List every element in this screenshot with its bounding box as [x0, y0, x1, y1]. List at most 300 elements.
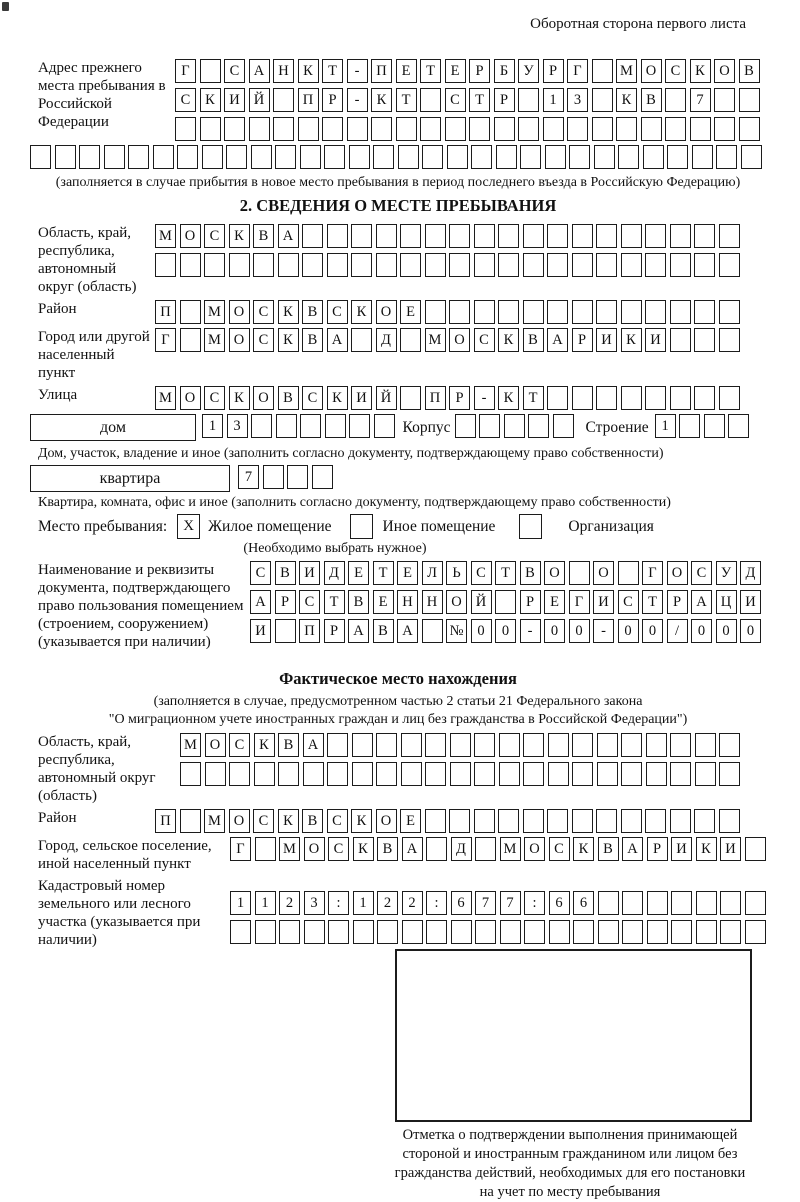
char-box[interactable]	[180, 809, 201, 833]
char-box[interactable]: О	[253, 386, 274, 410]
char-box[interactable]: К	[498, 386, 519, 410]
char-box[interactable]	[474, 733, 495, 757]
char-box[interactable]	[324, 145, 345, 169]
char-box[interactable]: К	[616, 88, 637, 112]
char-box[interactable]: И	[740, 590, 761, 614]
char-box[interactable]: К	[371, 88, 392, 112]
char-box[interactable]: О	[180, 386, 201, 410]
char-box[interactable]: :	[328, 891, 349, 915]
char-box[interactable]	[278, 762, 299, 786]
char-box[interactable]	[543, 117, 564, 141]
char-box[interactable]: Е	[348, 561, 369, 585]
char-box[interactable]: А	[691, 590, 712, 614]
char-box[interactable]	[449, 224, 470, 248]
char-box[interactable]: О	[714, 59, 735, 83]
char-box[interactable]: И	[671, 837, 692, 861]
char-box[interactable]: Р	[324, 619, 345, 643]
char-box[interactable]	[251, 145, 272, 169]
char-box[interactable]: С	[299, 590, 320, 614]
char-box[interactable]: П	[425, 386, 446, 410]
char-box[interactable]	[548, 762, 569, 786]
char-box[interactable]	[229, 762, 250, 786]
char-box[interactable]	[694, 253, 715, 277]
char-box[interactable]: В	[302, 328, 323, 352]
char-box[interactable]	[719, 253, 740, 277]
char-box[interactable]: А	[622, 837, 643, 861]
char-box[interactable]: С	[549, 837, 570, 861]
char-box[interactable]: С	[665, 59, 686, 83]
char-box[interactable]: И	[351, 386, 372, 410]
char-box[interactable]: Й	[376, 386, 397, 410]
char-box[interactable]	[553, 414, 574, 438]
char-box[interactable]	[327, 253, 348, 277]
char-box[interactable]: 0	[691, 619, 712, 643]
char-box[interactable]: -	[593, 619, 614, 643]
char-box[interactable]	[400, 328, 421, 352]
char-box[interactable]	[665, 117, 686, 141]
char-box[interactable]: В	[739, 59, 760, 83]
char-box[interactable]	[425, 809, 446, 833]
char-box[interactable]	[450, 762, 471, 786]
char-box[interactable]: К	[229, 386, 250, 410]
char-box[interactable]: Е	[397, 561, 418, 585]
char-box[interactable]	[694, 224, 715, 248]
char-box[interactable]: К	[327, 386, 348, 410]
char-box[interactable]	[287, 465, 308, 489]
char-box[interactable]: П	[299, 619, 320, 643]
char-box[interactable]: 2	[377, 891, 398, 915]
char-box[interactable]	[498, 224, 519, 248]
char-box[interactable]: В	[520, 561, 541, 585]
char-box[interactable]: А	[303, 733, 324, 757]
char-box[interactable]	[298, 117, 319, 141]
char-box[interactable]: С	[618, 590, 639, 614]
char-box[interactable]	[229, 253, 250, 277]
char-box[interactable]: 6	[549, 891, 570, 915]
char-box[interactable]: Р	[322, 88, 343, 112]
char-box[interactable]: М	[616, 59, 637, 83]
char-box[interactable]	[255, 920, 276, 944]
char-box[interactable]	[263, 465, 284, 489]
char-box[interactable]: С	[253, 328, 274, 352]
char-box[interactable]: Д	[376, 328, 397, 352]
char-box[interactable]	[474, 762, 495, 786]
char-box[interactable]: А	[348, 619, 369, 643]
char-box[interactable]: П	[371, 59, 392, 83]
char-box[interactable]: К	[278, 328, 299, 352]
char-box[interactable]	[327, 762, 348, 786]
char-box[interactable]	[494, 117, 515, 141]
char-box[interactable]	[618, 145, 639, 169]
char-box[interactable]	[302, 253, 323, 277]
char-box[interactable]	[180, 762, 201, 786]
char-box[interactable]: О	[593, 561, 614, 585]
char-box[interactable]	[523, 809, 544, 833]
char-box[interactable]: -	[347, 88, 368, 112]
char-box[interactable]: О	[544, 561, 565, 585]
char-box[interactable]	[549, 920, 570, 944]
char-box[interactable]	[670, 386, 691, 410]
stay-option-residential-checkbox[interactable]	[177, 514, 200, 539]
char-box[interactable]	[425, 762, 446, 786]
char-box[interactable]: С	[175, 88, 196, 112]
char-box[interactable]: Т	[469, 88, 490, 112]
char-box[interactable]: О	[229, 328, 250, 352]
char-box[interactable]	[692, 145, 713, 169]
char-box[interactable]	[254, 762, 275, 786]
char-box[interactable]: О	[376, 300, 397, 324]
char-box[interactable]	[425, 224, 446, 248]
char-box[interactable]	[523, 762, 544, 786]
char-box[interactable]	[401, 762, 422, 786]
char-box[interactable]: 7	[690, 88, 711, 112]
char-box[interactable]	[200, 59, 221, 83]
char-box[interactable]	[694, 386, 715, 410]
char-box[interactable]: П	[298, 88, 319, 112]
char-box[interactable]: К	[351, 300, 372, 324]
char-box[interactable]	[596, 253, 617, 277]
char-box[interactable]: В	[302, 300, 323, 324]
char-box[interactable]	[322, 117, 343, 141]
char-box[interactable]	[671, 891, 692, 915]
char-box[interactable]: К	[200, 88, 221, 112]
char-box[interactable]: К	[278, 300, 299, 324]
char-box[interactable]	[273, 117, 294, 141]
char-box[interactable]: И	[224, 88, 245, 112]
char-box[interactable]	[719, 386, 740, 410]
char-box[interactable]	[592, 59, 613, 83]
char-box[interactable]: А	[278, 224, 299, 248]
char-box[interactable]	[349, 414, 370, 438]
char-box[interactable]: А	[327, 328, 348, 352]
char-box[interactable]	[545, 145, 566, 169]
char-box[interactable]: 1	[255, 891, 276, 915]
char-box[interactable]	[645, 386, 666, 410]
char-box[interactable]	[690, 117, 711, 141]
char-box[interactable]: Р	[647, 837, 668, 861]
char-box[interactable]: В	[377, 837, 398, 861]
char-box[interactable]: Д	[740, 561, 761, 585]
char-box[interactable]	[645, 809, 666, 833]
char-box[interactable]	[719, 733, 740, 757]
char-box[interactable]	[719, 300, 740, 324]
char-box[interactable]: 1	[230, 891, 251, 915]
char-box[interactable]: В	[275, 561, 296, 585]
char-box[interactable]	[373, 145, 394, 169]
char-box[interactable]	[524, 920, 545, 944]
char-box[interactable]	[745, 891, 766, 915]
char-box[interactable]: 2	[402, 891, 423, 915]
char-box[interactable]	[719, 762, 740, 786]
char-box[interactable]	[523, 733, 544, 757]
char-box[interactable]	[518, 117, 539, 141]
char-box[interactable]: Г	[642, 561, 663, 585]
char-box[interactable]	[500, 920, 521, 944]
char-box[interactable]	[621, 386, 642, 410]
char-box[interactable]	[447, 145, 468, 169]
char-box[interactable]	[455, 414, 476, 438]
char-box[interactable]	[646, 762, 667, 786]
char-box[interactable]	[679, 414, 700, 438]
char-box[interactable]	[567, 117, 588, 141]
char-box[interactable]	[327, 224, 348, 248]
char-box[interactable]	[694, 300, 715, 324]
char-box[interactable]	[596, 809, 617, 833]
char-box[interactable]: Р	[275, 590, 296, 614]
char-box[interactable]: Г	[569, 590, 590, 614]
char-box[interactable]: Й	[471, 590, 492, 614]
char-box[interactable]	[670, 253, 691, 277]
char-box[interactable]: Н	[397, 590, 418, 614]
char-box[interactable]: 0	[716, 619, 737, 643]
char-box[interactable]	[523, 300, 544, 324]
char-box[interactable]	[547, 253, 568, 277]
char-box[interactable]	[474, 253, 495, 277]
char-box[interactable]: О	[641, 59, 662, 83]
char-box[interactable]: С	[691, 561, 712, 585]
char-box[interactable]	[253, 253, 274, 277]
char-box[interactable]	[572, 300, 593, 324]
char-box[interactable]	[400, 253, 421, 277]
char-box[interactable]	[499, 733, 520, 757]
char-box[interactable]: А	[397, 619, 418, 643]
char-box[interactable]: Д	[451, 837, 472, 861]
char-box[interactable]	[275, 619, 296, 643]
char-box[interactable]	[205, 762, 226, 786]
char-box[interactable]	[547, 809, 568, 833]
char-box[interactable]	[303, 762, 324, 786]
char-box[interactable]: С	[327, 300, 348, 324]
char-box[interactable]	[202, 145, 223, 169]
char-box[interactable]: 0	[495, 619, 516, 643]
char-box[interactable]: Й	[249, 88, 270, 112]
char-box[interactable]	[498, 300, 519, 324]
char-box[interactable]	[621, 733, 642, 757]
char-box[interactable]: К	[353, 837, 374, 861]
char-box[interactable]	[374, 414, 395, 438]
char-box[interactable]	[276, 414, 297, 438]
char-box[interactable]: К	[498, 328, 519, 352]
char-box[interactable]: М	[204, 300, 225, 324]
char-box[interactable]	[177, 145, 198, 169]
char-box[interactable]: С	[327, 809, 348, 833]
char-box[interactable]: О	[180, 224, 201, 248]
char-box[interactable]	[573, 920, 594, 944]
char-box[interactable]	[376, 762, 397, 786]
char-box[interactable]: С	[302, 386, 323, 410]
char-box[interactable]: К	[229, 224, 250, 248]
char-box[interactable]: -	[520, 619, 541, 643]
char-box[interactable]	[647, 891, 668, 915]
char-box[interactable]	[594, 145, 615, 169]
char-box[interactable]	[643, 145, 664, 169]
char-box[interactable]	[696, 920, 717, 944]
char-box[interactable]: К	[278, 809, 299, 833]
char-box[interactable]	[498, 809, 519, 833]
char-box[interactable]: М	[155, 386, 176, 410]
char-box[interactable]	[327, 733, 348, 757]
char-box[interactable]	[376, 253, 397, 277]
char-box[interactable]: В	[523, 328, 544, 352]
char-box[interactable]	[499, 762, 520, 786]
char-box[interactable]	[449, 300, 470, 324]
char-box[interactable]	[504, 414, 525, 438]
apartment-type-box[interactable]: квартира	[30, 465, 230, 492]
char-box[interactable]: 0	[740, 619, 761, 643]
char-box[interactable]	[548, 733, 569, 757]
char-box[interactable]: К	[254, 733, 275, 757]
char-box[interactable]	[621, 253, 642, 277]
char-box[interactable]: 6	[573, 891, 594, 915]
char-box[interactable]: Г	[567, 59, 588, 83]
char-box[interactable]: Р	[449, 386, 470, 410]
char-box[interactable]: И	[720, 837, 741, 861]
char-box[interactable]	[347, 117, 368, 141]
char-box[interactable]	[402, 920, 423, 944]
char-box[interactable]	[616, 117, 637, 141]
char-box[interactable]: Т	[523, 386, 544, 410]
char-box[interactable]: К	[621, 328, 642, 352]
char-box[interactable]	[249, 117, 270, 141]
char-box[interactable]: К	[690, 59, 711, 83]
char-box[interactable]	[352, 733, 373, 757]
char-box[interactable]: 0	[471, 619, 492, 643]
char-box[interactable]	[572, 386, 593, 410]
char-box[interactable]: 1	[353, 891, 374, 915]
char-box[interactable]	[572, 253, 593, 277]
char-box[interactable]	[426, 920, 447, 944]
char-box[interactable]: И	[593, 590, 614, 614]
char-box[interactable]: 3	[227, 414, 248, 438]
char-box[interactable]	[451, 920, 472, 944]
char-box[interactable]	[592, 117, 613, 141]
char-box[interactable]: В	[278, 733, 299, 757]
char-box[interactable]	[621, 300, 642, 324]
char-box[interactable]	[371, 117, 392, 141]
char-box[interactable]: В	[598, 837, 619, 861]
char-box[interactable]	[714, 88, 735, 112]
char-box[interactable]: Д	[324, 561, 345, 585]
char-box[interactable]: С	[474, 328, 495, 352]
char-box[interactable]: Л	[422, 561, 443, 585]
char-box[interactable]: Т	[324, 590, 345, 614]
char-box[interactable]: С	[250, 561, 271, 585]
char-box[interactable]	[226, 145, 247, 169]
char-box[interactable]: М	[155, 224, 176, 248]
char-box[interactable]: №	[446, 619, 467, 643]
char-box[interactable]: Р	[572, 328, 593, 352]
stay-option-organization-checkbox[interactable]	[519, 514, 542, 539]
char-box[interactable]: :	[524, 891, 545, 915]
char-box[interactable]: В	[348, 590, 369, 614]
char-box[interactable]: Р	[667, 590, 688, 614]
char-box[interactable]	[547, 224, 568, 248]
char-box[interactable]: В	[253, 224, 274, 248]
char-box[interactable]	[670, 224, 691, 248]
char-box[interactable]	[273, 88, 294, 112]
char-box[interactable]	[279, 920, 300, 944]
char-box[interactable]: 7	[238, 465, 259, 489]
char-box[interactable]	[745, 920, 766, 944]
char-box[interactable]: О	[446, 590, 467, 614]
char-box[interactable]	[719, 224, 740, 248]
char-box[interactable]	[645, 224, 666, 248]
char-box[interactable]	[528, 414, 549, 438]
char-box[interactable]: Н	[422, 590, 443, 614]
char-box[interactable]	[695, 762, 716, 786]
char-box[interactable]	[622, 891, 643, 915]
char-box[interactable]	[425, 253, 446, 277]
char-box[interactable]: Т	[495, 561, 516, 585]
char-box[interactable]: А	[402, 837, 423, 861]
char-box[interactable]: О	[229, 300, 250, 324]
char-box[interactable]	[426, 837, 447, 861]
char-box[interactable]: В	[278, 386, 299, 410]
char-box[interactable]	[694, 809, 715, 833]
char-box[interactable]	[719, 328, 740, 352]
char-box[interactable]	[353, 920, 374, 944]
char-box[interactable]: С	[204, 386, 225, 410]
char-box[interactable]	[401, 733, 422, 757]
char-box[interactable]: М	[204, 328, 225, 352]
char-box[interactable]: И	[645, 328, 666, 352]
char-box[interactable]	[471, 145, 492, 169]
char-box[interactable]	[449, 809, 470, 833]
char-box[interactable]	[155, 253, 176, 277]
char-box[interactable]	[79, 145, 100, 169]
char-box[interactable]	[621, 224, 642, 248]
char-box[interactable]	[695, 733, 716, 757]
char-box[interactable]	[425, 733, 446, 757]
char-box[interactable]	[598, 920, 619, 944]
char-box[interactable]: Т	[420, 59, 441, 83]
char-box[interactable]	[597, 762, 618, 786]
char-box[interactable]	[622, 920, 643, 944]
char-box[interactable]: К	[573, 837, 594, 861]
char-box[interactable]: Е	[373, 590, 394, 614]
char-box[interactable]	[396, 117, 417, 141]
char-box[interactable]: И	[299, 561, 320, 585]
char-box[interactable]	[474, 300, 495, 324]
char-box[interactable]	[618, 561, 639, 585]
char-box[interactable]: 7	[475, 891, 496, 915]
char-box[interactable]: В	[641, 88, 662, 112]
char-box[interactable]	[300, 414, 321, 438]
char-box[interactable]	[349, 145, 370, 169]
char-box[interactable]	[400, 224, 421, 248]
char-box[interactable]	[450, 733, 471, 757]
char-box[interactable]: О	[304, 837, 325, 861]
char-box[interactable]: С	[445, 88, 466, 112]
char-box[interactable]	[55, 145, 76, 169]
char-box[interactable]: О	[205, 733, 226, 757]
char-box[interactable]: -	[474, 386, 495, 410]
char-box[interactable]	[175, 117, 196, 141]
char-box[interactable]: Г	[155, 328, 176, 352]
char-box[interactable]	[425, 300, 446, 324]
char-box[interactable]	[398, 145, 419, 169]
char-box[interactable]	[596, 224, 617, 248]
char-box[interactable]: Е	[445, 59, 466, 83]
char-box[interactable]	[30, 145, 51, 169]
char-box[interactable]: М	[180, 733, 201, 757]
char-box[interactable]	[180, 328, 201, 352]
char-box[interactable]	[520, 145, 541, 169]
char-box[interactable]	[720, 891, 741, 915]
char-box[interactable]	[278, 253, 299, 277]
char-box[interactable]: Г	[230, 837, 251, 861]
char-box[interactable]	[523, 224, 544, 248]
